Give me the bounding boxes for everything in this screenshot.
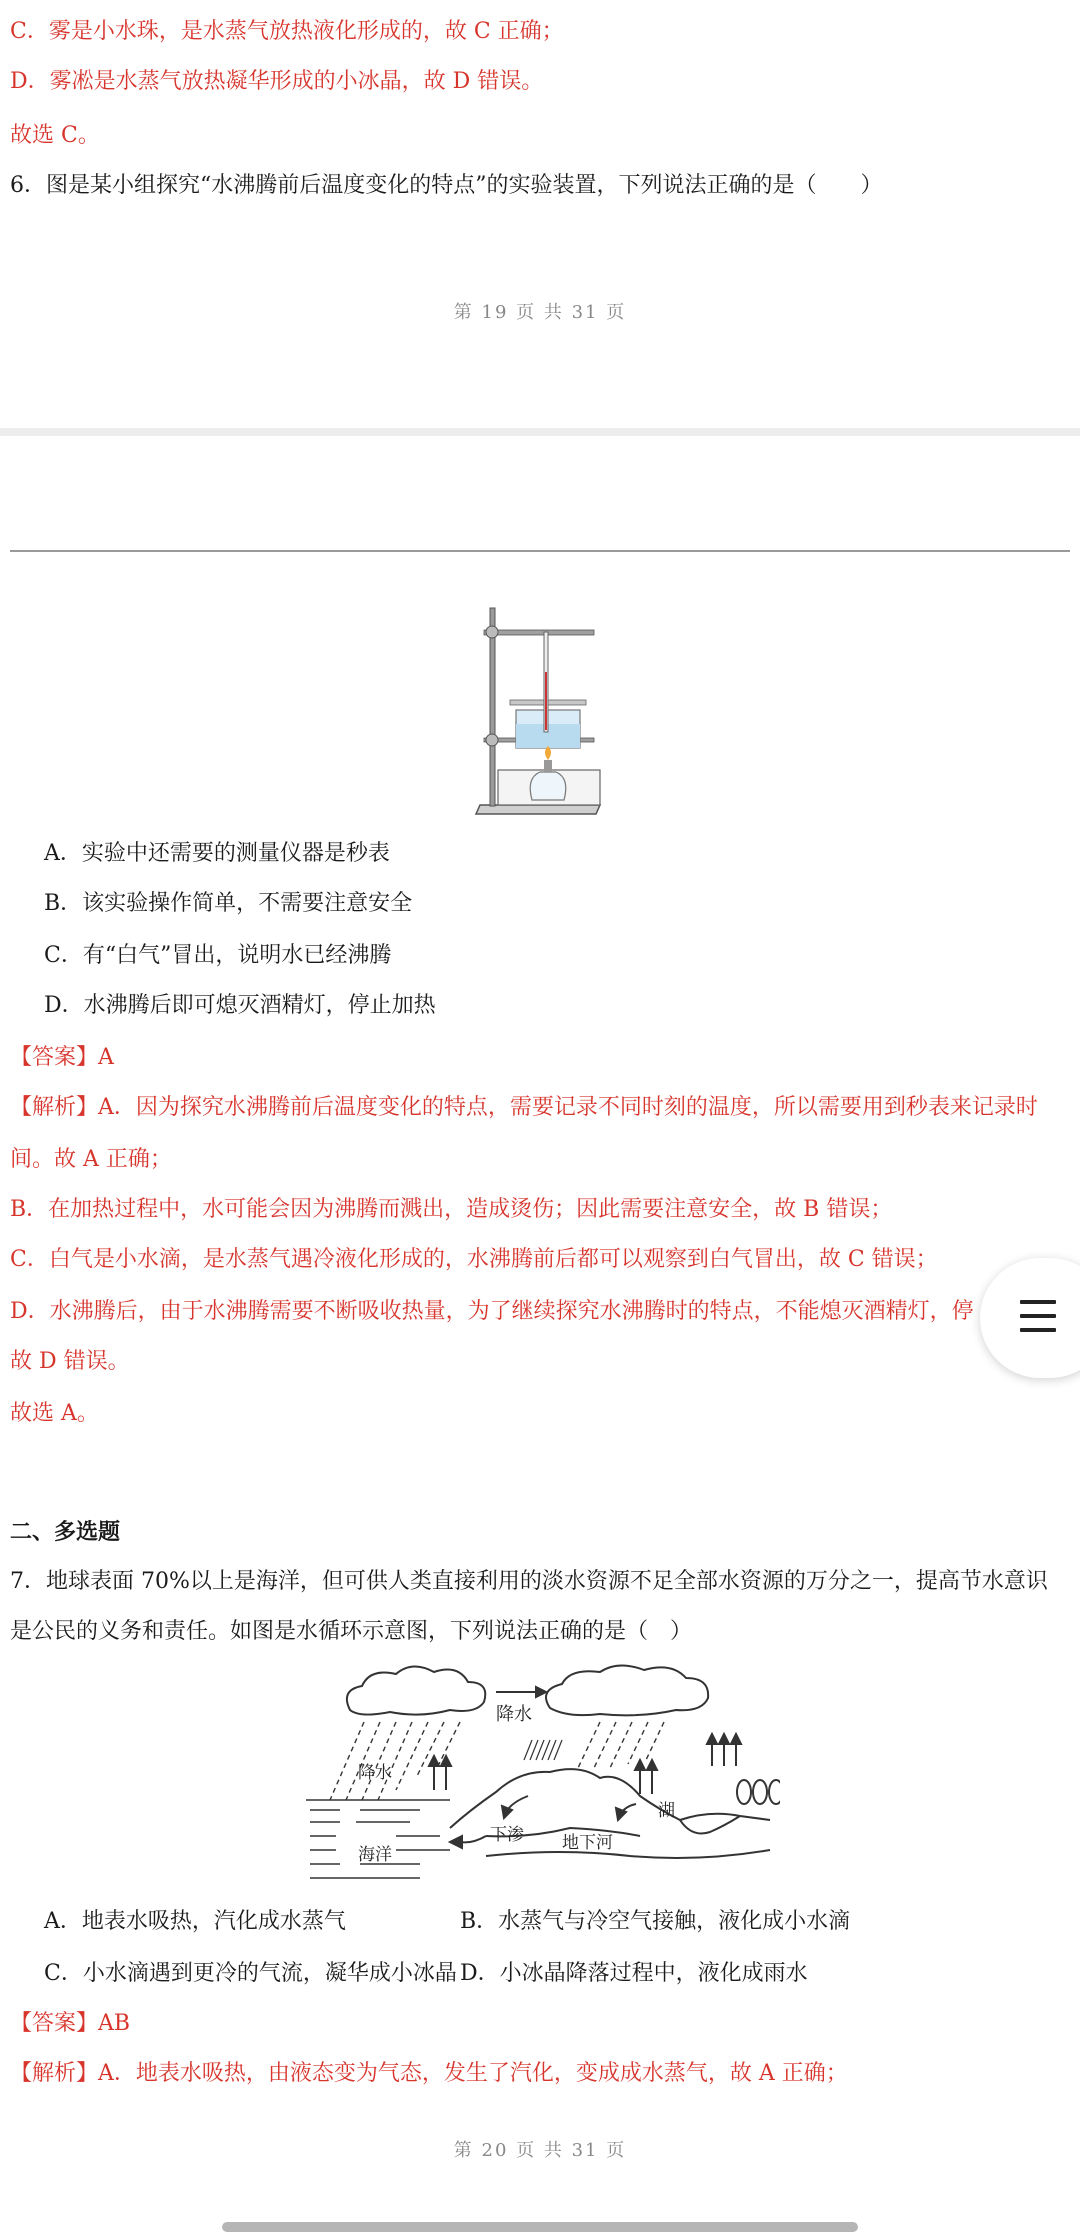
analysis-line: C．雾是小水珠，是水蒸气放热液化形成的，故 C 正确； <box>10 19 564 44</box>
floating-menu-button[interactable] <box>980 1258 1080 1378</box>
analysis-line: B．在加热过程中，水可能会因为沸腾而溅出，造成烫伤；因此需要注意安全，故 B 错误； <box>10 1197 893 1222</box>
analysis-line: 【解析】A．地表水吸热，由液态变为气态，发生了汽化，变成成水蒸气，故 A 正确； <box>10 2061 848 2086</box>
q7-option-d: D．小冰晶降落过程中，液化成雨水 <box>460 1961 808 1986</box>
analysis-line: C．白气是小水滴，是水蒸气遇冷液化形成的，水沸腾前后都可以观察到白气冒出，故 C 错误； <box>10 1247 938 1272</box>
analysis-line: D．水沸腾后，由于水沸腾需要不断吸收热量，为了继续探究水沸腾时的特点，不能熄灭酒精灯，停 <box>10 1299 974 1324</box>
question-7-stem: 7．地球表面 70%以上是海洋，但可供人类直接利用的淡水资源不足全部水资源的万分之一，提高节水意识 <box>10 1569 1048 1594</box>
precipitation-label: 降水 <box>496 1704 532 1725</box>
section-title: 二、多选题 <box>10 1519 121 1545</box>
analysis-line: D．雾凇是水蒸气放热凝华形成的小冰晶，故 D 错误。 <box>10 69 544 94</box>
boiling-apparatus-figure <box>470 600 610 820</box>
question-7-stem: 是公民的义务和责任。如图是水循环示意图，下列说法正确的是（ ） <box>10 1619 693 1644</box>
header-rule <box>10 550 1070 552</box>
q6-option-c: C．有“白气”冒出，说明水已经沸腾 <box>44 943 392 968</box>
seepage-label: 下渗 <box>490 1825 524 1845</box>
q6-option-b: B．该实验操作简单，不需要注意安全 <box>44 891 413 916</box>
q7-option-b: B．水蒸气与冷空气接触，液化成小水滴 <box>460 1909 851 1934</box>
page-separator <box>0 428 1080 436</box>
page-footer: 第 20 页 共 31 页 <box>453 2140 627 2161</box>
q6-option-d: D．水沸腾后即可熄灭酒精灯，停止加热 <box>44 993 436 1018</box>
page-footer: 第 19 页 共 31 页 <box>453 302 627 323</box>
q7-answer: 【答案】AB <box>10 2011 131 2036</box>
water-cycle-diagram <box>300 1660 780 1890</box>
q7-option-a: A．地表水吸热，汽化成水蒸气 <box>44 1909 346 1934</box>
q7-option-c: C．小水滴遇到更冷的气流，凝华成小冰晶 <box>44 1961 457 1986</box>
analysis-line: 【解析】A．因为探究水沸腾前后温度变化的特点，需要记录不同时刻的温度，所以需要用到秒表来记录时 <box>10 1095 1038 1120</box>
q6-answer: 【答案】A <box>10 1045 114 1070</box>
analysis-line: 故 D 错误。 <box>10 1349 130 1374</box>
lake-label: 湖 <box>658 1801 675 1821</box>
q6-option-a: A．实验中还需要的测量仪器是秒表 <box>44 841 390 866</box>
question-6-stem: 6．图是某小组探究“水沸腾前后温度变化的特点”的实验装置，下列说法正确的是（ ） <box>10 173 883 198</box>
ocean-label: 海洋 <box>358 1845 392 1865</box>
precipitation-label: 降水 <box>358 1763 392 1783</box>
home-indicator[interactable] <box>222 2222 858 2232</box>
analysis-line: 故选 A。 <box>10 1401 99 1426</box>
analysis-line: 间。故 A 正确； <box>10 1147 172 1172</box>
underground-river-label: 地下河 <box>562 1833 613 1853</box>
hamburger-menu-icon <box>1020 1300 1056 1332</box>
analysis-line: 故选 C。 <box>10 123 100 148</box>
